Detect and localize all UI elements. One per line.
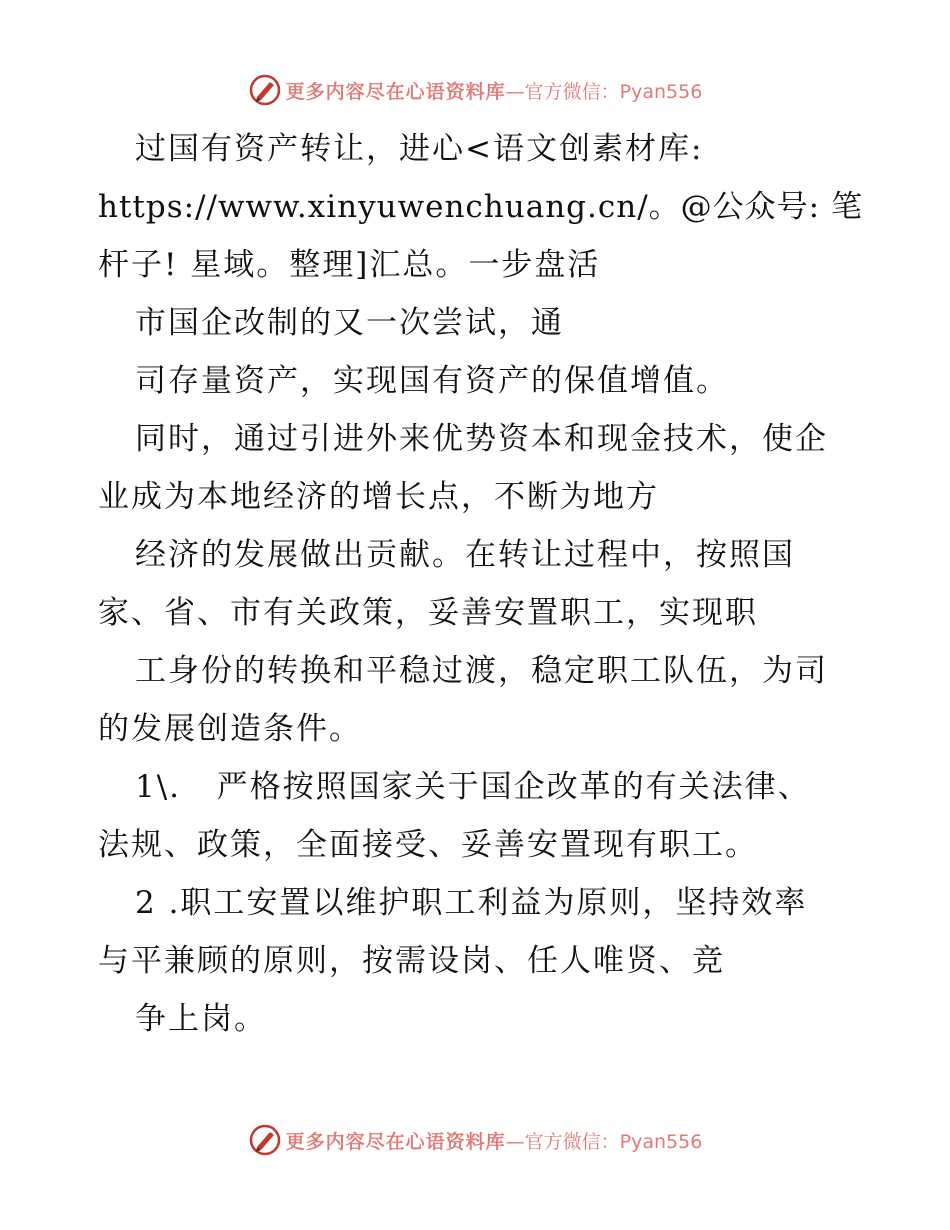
pen-logo-icon <box>248 1123 282 1157</box>
text-line: 与平兼顾的原则，按需设岗、任人唯贤、竞 <box>98 943 725 979</box>
header-banner-text: 更多内容尽在心语资料库 <box>285 80 506 103</box>
text-line: 争上岗。 <box>135 1001 267 1037</box>
footer-banner-contact: —官方微信：Pyan556 <box>505 1130 703 1153</box>
footer-banner <box>0 1120 950 1160</box>
text-line: 法规、政策，全面接受、妥善安置现有职工。 <box>98 827 758 863</box>
header-banner-contact: —官方微信：Pyan556 <box>505 80 703 103</box>
header-banner <box>0 70 950 110</box>
text-line: 1\. 严格按照国家关于国企改革的有关法律、 <box>135 769 811 805</box>
text-line: 2 .职工安置以维护职工利益为原则，坚持效率 <box>135 885 808 921</box>
text-line: 工身份的转换和平稳过渡，稳定职工队伍，为司 <box>135 653 828 689</box>
text-line: 市国企改制的又一次尝试，通 <box>135 305 564 341</box>
text-line: 的发展创造条件。 <box>98 711 362 747</box>
text-line: 经济的发展做出贡献。在转让过程中，按照国 <box>135 537 795 573</box>
text-line: 杆子! 星域。整理]汇总。一步盘活 <box>98 247 601 283</box>
document-body <box>98 120 863 1048</box>
footer-banner-text: 更多内容尽在心语资料库 <box>285 1130 506 1153</box>
text-line: 业成为本地经济的增长点，不断为地方 <box>98 479 659 515</box>
text-line: 司存量资产，实现国有资产的保值增值。 <box>135 363 729 399</box>
text-line: 过国有资产转让，进心<语文创素材库: <box>135 131 704 167</box>
text-line: https://www.xinyuwenchuang.cn/。@公众号: 笔 <box>98 189 863 225</box>
text-line: 同时，通过引进外来优势资本和现金技术，使企 <box>135 421 828 457</box>
text-line: 家、省、市有关政策，妥善安置职工，实现职 <box>98 595 758 631</box>
pen-logo-icon <box>248 73 282 107</box>
